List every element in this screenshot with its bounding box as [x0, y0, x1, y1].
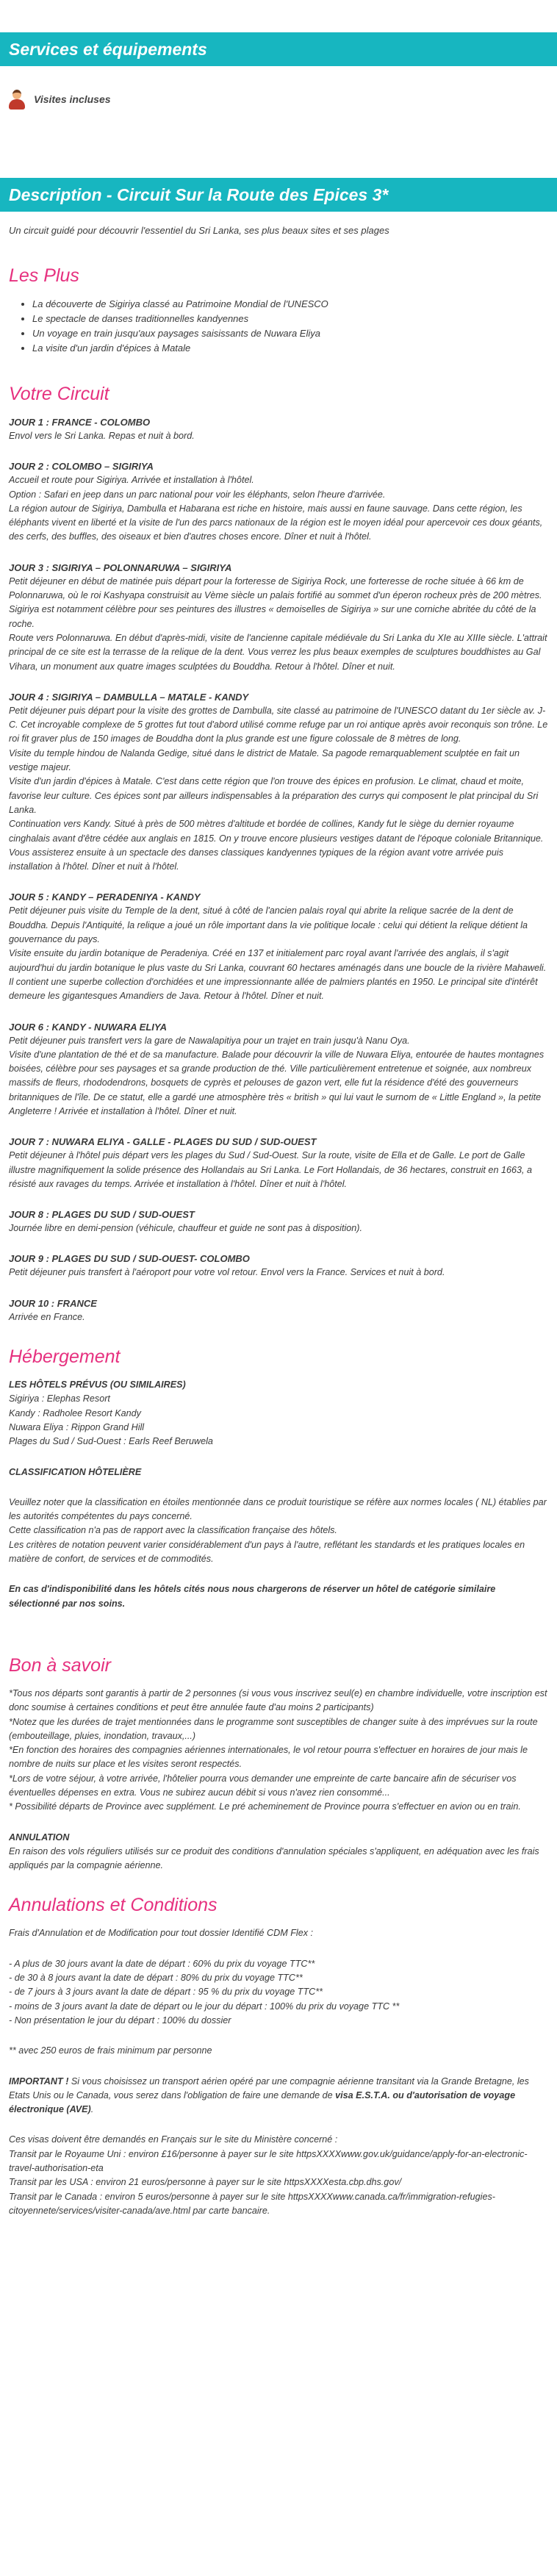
day-block [9, 415, 548, 443]
day-block [9, 1296, 548, 1324]
day-title: JOUR 3 : SIGIRIYA – POLONNARUWA – SIGIRIYA [9, 562, 232, 573]
day-title: JOUR 10 : FRANCE [9, 1297, 97, 1309]
plus-item: • La visite d'un jardin d'épices à Matale [32, 341, 557, 356]
itinerary [0, 415, 557, 1324]
plus-item: • La découverte de Sigiriya classé au Patrimoine Mondial de l'UNESCO [32, 297, 557, 312]
hotels-title: LES HÔTELS PRÉVUS (OU SIMILAIRES) [9, 1380, 186, 1391]
fee-minimum: ** avec 250 euros de frais minimum par personne [9, 2045, 212, 2056]
included-visits [0, 66, 557, 116]
day-title: JOUR 4 : SIGIRIYA – DAMBULLA – MATALE - KANDY [9, 691, 249, 703]
day-text: Petit déjeuner puis transfert vers la gare de Nawalapitiya pour un trajet en train jusqu'à Nanu Oya. Visite d'une plantation de thé et de sa manufacture. Balade pour découvrir la ville de Nuwara Eliya, entourée de hautes montagnes boisées, célèbre pour ses paysages et sa grande production de thé. Ville particulièrement entretenue et soignée, aux nombreux massifs de fleurs, rhododendrons, bosquets de cyprès et pelouses de gazon vert, elle fut la résidence d'été des gouverneurs britanniques de l'île. De ce statut, elle a gardé une atmosphère très « british » qui lui vaut le surnom de « Little England », la petite Angleterre ! Arrivée et installation à l'hôtel. Dîner et nuit. [9, 1035, 545, 1116]
hotel-item: Kandy : Radholee Resort Kandy [9, 1407, 141, 1418]
day-text: Accueil et route pour Sigiriya. Arrivée et installation à l'hôtel. Option : Safari en jeep dans un parc national pour voir les éléphants, selon l'heure d'arrivée. La région autour de Sigiriya, Dambulla et Habarana est riche en histoire, mais aussi en faune sauvage. Dans cette région, les éléphants vivent en liberté et la visite de l'un des parcs nationaux de la région est le moyen idéal pour apercevoir ces doux géants, des cerfs, des buffles, des oiseaux et bien d'autres choses encore. Dîner et nuit à l'hôtel. [9, 475, 543, 542]
day-block [9, 1208, 548, 1235]
day-title: JOUR 9 : PLAGES DU SUD / SUD-OUEST- COLOMBO [9, 1253, 250, 1265]
description-title: Description - Circuit Sur la Route des Epices 3* [0, 178, 557, 212]
hebergement-title: Hébergement [9, 1346, 121, 1368]
day-text: Petit déjeuner en début de matinée puis départ pour la forteresse de Sigiriya Rock, une forteresse de roche située à 66 km de Polonnaruwa, où le roi Kashyapa construisit au Vème siècle un palais fortifié au sommet d'un éperon rocheux près de 200 mètres. Sigiriya est notamment célèbre pour ses peintures des illustres « demoiselles de Sigiriya » sur une corniche abritée du côté de la roche. Route vers Polonnaruwa. En début d'après-midi, visite de l'ancienne capitale médiévale du Sri Lanka du XIe au XIIIe siècle. L'attrait principal de ce site est la terrasse de la relique de la dent. Vous verrez les plus beaux exemples de sculptures bouddhistes au Gal Vihara, un monument aux quatre images sculptées du Bouddha. Retour à l'hôtel. Dîner et nuit. [9, 575, 547, 672]
fee-item: - de 30 à 8 jours avant la date de départ : 80% du prix du voyage TTC** [9, 1973, 303, 1984]
plus-list [0, 297, 557, 356]
hotels-block [0, 1378, 557, 1611]
day-block [9, 890, 548, 1003]
plus-title: Les Plus [9, 265, 79, 286]
important-text: Si vous choisissez un transport aérien opéré par une compagnie aérienne transitant via la Grande Bretagne, les Etats Unis ou le Canada, vous serez dans l'obligation de faire une demande de [9, 2075, 529, 2100]
day-text: Arrivée en France. [9, 1311, 85, 1322]
visa-label: visa E.S.T.A. ou d'autorisation de voyage électronique (AVE) [9, 2089, 516, 2115]
important-note [9, 2075, 548, 2117]
availability-note: En cas d'indisponibilité dans les hôtels cités nous nous chargerons de réserver un hôtel de catégorie similaire sélectionné par nos soins. [9, 1584, 496, 1609]
plus-item: • Le spectacle de danses traditionnelles kandyennes [32, 312, 557, 326]
fee-item: - de 7 jours à 3 jours avant la date de départ : 95 % du prix du voyage TTC** [9, 1987, 323, 1998]
person-guide-icon [7, 88, 26, 110]
day-text: Journée libre en demi-pension (véhicule, chauffeur et guide ne sont pas à disposition). [9, 1223, 362, 1234]
day-title: JOUR 8 : PLAGES DU SUD / SUD-OUEST [9, 1209, 195, 1221]
circuit-title: Votre Circuit [9, 384, 109, 404]
day-block [9, 1252, 548, 1280]
visa-text: Ces visas doivent être demandés en Français sur le site du Ministère concerné : Transit par le Royaume Uni : environ £16/personne à payer sur le site httpsXXXXwww.gov.uk/guidance/apply-for-an-electronic-travel-authorisation-eta Transit par les USA : environ 21 euros/personne à payer sur le site httpsXXXXesta.cbp.dhs.gov/ Transit par le Canada : environ 5 euros/personne à payer sur le site httpsXXXXwww.canada.ca/fr/immigration-refugies-citoyennete/services/visiter-canada/ave.html par carte bancaire. [9, 2134, 528, 2216]
plus-item: • Un voyage en train jusqu'aux paysages saisissants de Nuwara Eliya [32, 326, 557, 341]
bon-title: Bon à savoir [9, 1654, 111, 1676]
important-end: . [90, 2104, 94, 2115]
day-title: JOUR 5 : KANDY – PERADENIYA - KANDY [9, 891, 201, 903]
annulations-block [0, 1926, 557, 2218]
day-block [9, 459, 548, 544]
classification-text: Veuillez noter que la classification en étoiles mentionnée dans ce produit touristique se réfère aux normes locales ( NL) établies par les autorités compétentes du pays concerné. Cette classification n'a pas de rapport avec la classification française des hôtels. Les critères de notation peuvent varier considérablement d'un pays à l'autre, reflétant les standards et les pratiques locales en matière de confort, de services et de commodités. [9, 1496, 547, 1565]
fee-item: - moins de 3 jours avant la date de départ ou le jour du départ : 100% du prix du voyage TTC ** [9, 2001, 400, 2012]
classification-title: CLASSIFICATION HÔTELIÈRE [9, 1466, 142, 1477]
fee-item: - Non présentation le jour du départ : 100% du dossier [9, 2014, 231, 2026]
day-block [9, 1135, 548, 1191]
hotel-item: Sigiriya : Elephas Resort [9, 1393, 110, 1404]
day-text: Petit déjeuner puis départ pour la visite des grottes de Dambulla, site classé au patrimoine de l'UNESCO datant du 1er siècle av. J-C. Cet incroyable complexe de 5 grottes fut tout d'abord utilisé comme refuge par un roi antique après avoir reconquis son trône. Le roi fit graver plus de 150 images de Bouddha dont la plus grande est une figure colossale de 8 mètres de long. Visite du temple hindou de Nalanda Gedige, situé dans le district de Matale. Sa pagode remarquablement sculptée en fait un vestige majeur. Visite d'un jardin d'épices à Matale. C'est dans cette région que l'on trouve des épices en profusion. Le climat, chaud et moite, favorise leur culture. Ces épices sont par ailleurs indispensables à la préparation des currys qui composent le plat principal du Sri Lanka. Continuation vers Kandy. Situé à près de 500 mètres d'altitude et bordée de collines, Kandy fut le siège du dernier royaume cinghalais avant d'être cédée aux anglais en 1815. On y trouve encore plusieurs vestiges datant de l'époque coloniale Britannique. Vous assisterez ensuite à un spectacle des danses classiques kandyennes typiques de la région avant votre arrivée puis installation à l'hôtel. Dîner et nuit à l'hôtel. [9, 705, 548, 872]
important-label: IMPORTANT ! [9, 2075, 69, 2087]
day-text: Petit déjeuner puis transfert à l'aéroport pour votre vol retour. Envol vers la France. Services et nuit à bord. [9, 1267, 445, 1278]
day-title: JOUR 6 : KANDY - NUWARA ELIYA [9, 1021, 167, 1033]
bon-block [0, 1687, 557, 1873]
day-block [9, 690, 548, 875]
fee-item: - A plus de 30 jours avant la date de départ : 60% du prix du voyage TTC** [9, 1958, 315, 1969]
hotel-item: Plages du Sud / Sud-Ouest : Earls Reef Beruwela [9, 1436, 213, 1447]
day-title: JOUR 1 : FRANCE - COLOMBO [9, 417, 151, 428]
day-text: Petit déjeuner puis visite du Temple de la dent, situé à côté de l'ancien palais royal qui abrite la relique sacrée de la dent de Bouddha. Depuis l'Antiquité, la relique a joué un rôle important dans la vie politique locale : celui qui détient la relique détient la gouvernance du pays. Visite ensuite du jardin botanique de Peradeniya. Créé en 137 et initialement parc royal avant l'arrivée des anglais, il s'agit aujourd'hui du jardin botanique le plus vaste du Sri Lanka, couvrant 60 hectares aménagés dans une boucle de la rivière Mahaweli. Il contient une superbe collection d'orchidées et une impressionnante allée de palmiers plantés en 1950. Le principal site d'intérêt demeure les gigantesques Amandiers de Java. Retour à l'hôtel. Dîner et nuit. [9, 905, 547, 1002]
day-title: JOUR 7 : NUWARA ELIYA - GALLE - PLAGES DU SUD / SUD-OUEST [9, 1136, 317, 1148]
annulation-title: ANNULATION [9, 1831, 70, 1843]
bon-text: *Tous nos départs sont garantis à partir de 2 personnes (si vous vous inscrivez seul(e) en chambre individuelle, votre inscription est donc soumise à certaines conditions et peut être annulée faute d'au moins 2 participants) *Notez que les durées de trajet mentionnées dans le programme sont susceptibles de changer suite à des imprévues sur la route (embouteillage, pluies, inondation, travaux,...) *En fonction des horaires des compagnies aériennes internationales, le vol retour pourra s'effectuer en horaires de jour mais le nombre de nuits sur place et les visites seront respectés. *Lors de votre séjour, à votre arrivée, l'hôtelier pourra vous demander une empreinte de carte bancaire afin de sécuriser vos éventuelles dépenses en extra. Vous ne subirez aucun débit si vous n'avez rien consommé... * Possibilité départs de Province avec supplément. Le pré acheminement de Province pourra s'effectuer en avion ou en train. [9, 1687, 547, 1812]
day-text: Envol vers le Sri Lanka. Repas et nuit à bord. [9, 431, 195, 441]
annulations-intro: Frais d'Annulation et de Modification pour tout dossier Identifié CDM Flex : [9, 1928, 314, 1939]
day-block [9, 1020, 548, 1119]
day-block [9, 561, 548, 674]
services-title: Services et équipements [0, 32, 557, 66]
description-intro: Un circuit guidé pour découvrir l'essentiel du Sri Lanka, ses plus beaux sites et ses plages [9, 225, 389, 236]
day-text: Petit déjeuner à l'hôtel puis départ vers les plages du Sud / Sud-Ouest. Sur la route, visite de Ella et de Galle. Le port de Galle illustre magnifiquement la solide présence des Hollandais au Sri Lanka. Le Fort Hollandais, de 36 hectares, construit en 1663, a résisté aux ravages du temps. Arrivée et installation à l'hôtel. Dîner et nuit à l'hôtel. [9, 1150, 532, 1189]
included-label: Visites incluses [34, 93, 111, 105]
annulations-title: Annulations et Conditions [9, 1895, 218, 1916]
annulation-text: En raison des vols réguliers utilisés sur ce produit des conditions d'annulation spéciales s'appliquent, en adéquation avec les frais appliqués par la compagnie aérienne. [9, 1845, 539, 1871]
day-title: JOUR 2 : COLOMBO – SIGIRIYA [9, 461, 154, 473]
hotel-item: Nuwara Eliya : Rippon Grand Hill [9, 1421, 145, 1432]
